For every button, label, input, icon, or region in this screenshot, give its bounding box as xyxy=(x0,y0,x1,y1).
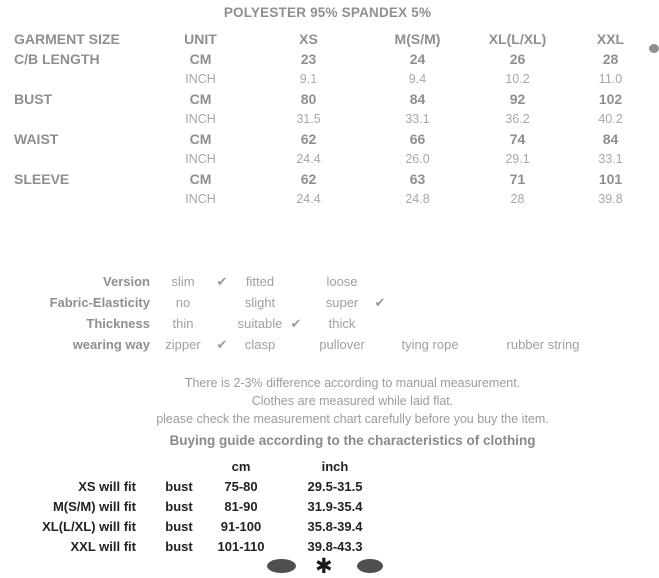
table-header-row xyxy=(0,29,655,49)
unit-cell: INCH xyxy=(185,192,216,206)
option-zipper: zipper xyxy=(165,337,201,352)
value-cell: 36.2 xyxy=(505,112,530,126)
value-cell: 29.1 xyxy=(505,152,530,166)
attribute-row-thickness xyxy=(0,313,655,334)
fit-inch-range: 29.5-31.5 xyxy=(307,478,363,494)
row-label: BUST xyxy=(14,91,53,107)
unit-cell: CM xyxy=(189,171,212,187)
note-line: There is 2-3% difference according to manual measurement. xyxy=(184,376,521,390)
note-line: please check the measurement chart carefully before you buy the item. xyxy=(156,412,549,426)
value-cell: 11.0 xyxy=(598,72,623,86)
option-thin: thin xyxy=(172,316,194,331)
attribute-row-wearing-way xyxy=(0,334,655,355)
value-cell: 33.1 xyxy=(405,112,430,126)
attribute-row-version xyxy=(0,271,655,292)
fit-cm-range: 75-80 xyxy=(224,478,258,494)
attribute-label: Fabric-Elasticity xyxy=(49,295,150,310)
table-row xyxy=(0,169,655,189)
size-chart-page xyxy=(0,5,655,578)
fit-header-inch: inch xyxy=(321,458,349,474)
value-cell: 28 xyxy=(602,51,619,67)
table-row xyxy=(0,129,655,149)
value-cell: 39.8 xyxy=(598,192,623,206)
value-cell: 84 xyxy=(409,91,426,107)
value-cell: 24.4 xyxy=(296,192,321,206)
material-header: POLYESTER 95% SPANDEX 5% xyxy=(223,5,432,20)
value-cell: 23 xyxy=(300,51,317,67)
value-cell: 66 xyxy=(409,131,426,147)
column-header-xs: XS xyxy=(299,31,318,47)
option-pullover: pullover xyxy=(319,337,365,352)
unit-cell: INCH xyxy=(185,152,216,166)
table-row xyxy=(0,189,655,209)
value-cell: 62 xyxy=(300,171,317,187)
unit-cell: CM xyxy=(189,51,212,67)
option-tying-rope: tying rope xyxy=(401,337,459,352)
unit-cell: CM xyxy=(189,91,212,107)
column-header-xl: XL(L/XL) xyxy=(488,31,547,47)
option-suitable: suitable xyxy=(237,316,283,331)
fit-measure: bust xyxy=(165,538,193,554)
option-thick: thick xyxy=(328,316,356,331)
value-cell: 28 xyxy=(510,192,525,206)
fit-cm-range: 81-90 xyxy=(224,498,258,514)
fit-measure: bust xyxy=(165,518,193,534)
fit-measure: bust xyxy=(165,498,193,514)
option-no: no xyxy=(175,295,191,310)
table-row xyxy=(0,109,655,129)
option-clasp: clasp xyxy=(244,337,276,352)
fit-cm-range: 91-100 xyxy=(220,518,262,534)
unit-cell: CM xyxy=(189,131,212,147)
attribute-label: Version xyxy=(103,274,150,289)
fit-label: XS will fit xyxy=(78,478,136,494)
fit-row-m xyxy=(0,496,655,516)
option-slight: slight xyxy=(244,295,276,310)
table-row xyxy=(0,89,655,109)
attribute-label: Thickness xyxy=(86,316,150,331)
row-label: SLEEVE xyxy=(14,171,70,187)
table-row xyxy=(0,69,655,89)
row-label: C/B LENGTH xyxy=(14,51,100,67)
fit-header-row xyxy=(0,456,655,476)
value-cell: 71 xyxy=(509,171,526,187)
fit-measure: bust xyxy=(165,478,193,494)
value-cell: 9.1 xyxy=(299,72,318,86)
value-cell: 40.2 xyxy=(598,112,623,126)
measurement-notes xyxy=(50,374,655,451)
fit-row-xl xyxy=(0,516,655,536)
fit-row-xxl xyxy=(0,536,655,556)
option-super: super xyxy=(325,295,359,310)
option-rubber-string: rubber string xyxy=(506,337,580,352)
row-label: WAIST xyxy=(14,131,59,147)
check-icon: ✔ xyxy=(216,337,228,352)
value-cell: 9.4 xyxy=(408,72,427,86)
option-fitted: fitted xyxy=(245,274,275,289)
column-header-m: M(S/M) xyxy=(394,31,441,47)
fit-label: XL(L/XL) will fit xyxy=(42,518,136,534)
clipped-column-fragment xyxy=(649,44,659,53)
value-cell: 26 xyxy=(509,51,526,67)
fit-header-cm: cm xyxy=(231,458,251,474)
table-row xyxy=(0,49,655,69)
fit-row-xs xyxy=(0,476,655,496)
fit-inch-range: 31.9-35.4 xyxy=(307,498,363,514)
option-slim: slim xyxy=(171,274,195,289)
value-cell: 62 xyxy=(300,131,317,147)
option-loose: loose xyxy=(326,274,358,289)
attribute-row-fabric-elasticity xyxy=(0,292,655,313)
value-cell: 24.4 xyxy=(296,152,321,166)
note-line: Clothes are measured while laid flat. xyxy=(251,394,454,408)
attribute-label: wearing way xyxy=(72,337,150,352)
clipped-graphic-fragment xyxy=(267,559,296,573)
value-cell: 80 xyxy=(300,91,317,107)
value-cell: 74 xyxy=(509,131,526,147)
partial-star-icon: ✱ xyxy=(315,555,333,578)
value-cell: 10.2 xyxy=(505,72,530,86)
value-cell: 101 xyxy=(598,171,623,187)
unit-cell: INCH xyxy=(185,72,216,86)
value-cell: 24 xyxy=(409,51,426,67)
column-header-garment-size: GARMENT SIZE xyxy=(14,31,120,47)
check-icon: ✔ xyxy=(216,274,228,289)
fit-cm-range: 101-110 xyxy=(217,538,265,554)
buying-guide-title: Buying guide according to the characteristics of clothing xyxy=(169,433,536,448)
value-cell: 63 xyxy=(409,171,426,187)
value-cell: 33.1 xyxy=(598,152,623,166)
column-header-unit: UNIT xyxy=(184,31,217,47)
fit-guide-table xyxy=(0,456,655,556)
table-row xyxy=(0,149,655,169)
fit-inch-range: 35.8-39.4 xyxy=(307,518,363,534)
check-icon: ✔ xyxy=(374,295,386,310)
clothing-attributes xyxy=(0,271,655,355)
value-cell: 84 xyxy=(602,131,619,147)
unit-cell: INCH xyxy=(185,112,216,126)
value-cell: 26.0 xyxy=(405,152,430,166)
value-cell: 102 xyxy=(598,91,623,107)
fit-label: XXL will fit xyxy=(70,538,136,554)
fit-inch-range: 39.8-43.3 xyxy=(307,538,363,554)
fit-label: M(S/M) will fit xyxy=(52,498,136,514)
value-cell: 24.8 xyxy=(405,192,430,206)
value-cell: 31.5 xyxy=(296,112,321,126)
check-icon: ✔ xyxy=(290,316,302,331)
value-cell: 92 xyxy=(509,91,526,107)
clipped-graphic-fragment xyxy=(357,559,383,573)
garment-size-table xyxy=(0,29,655,209)
column-header-xxl: XXL xyxy=(596,31,625,47)
